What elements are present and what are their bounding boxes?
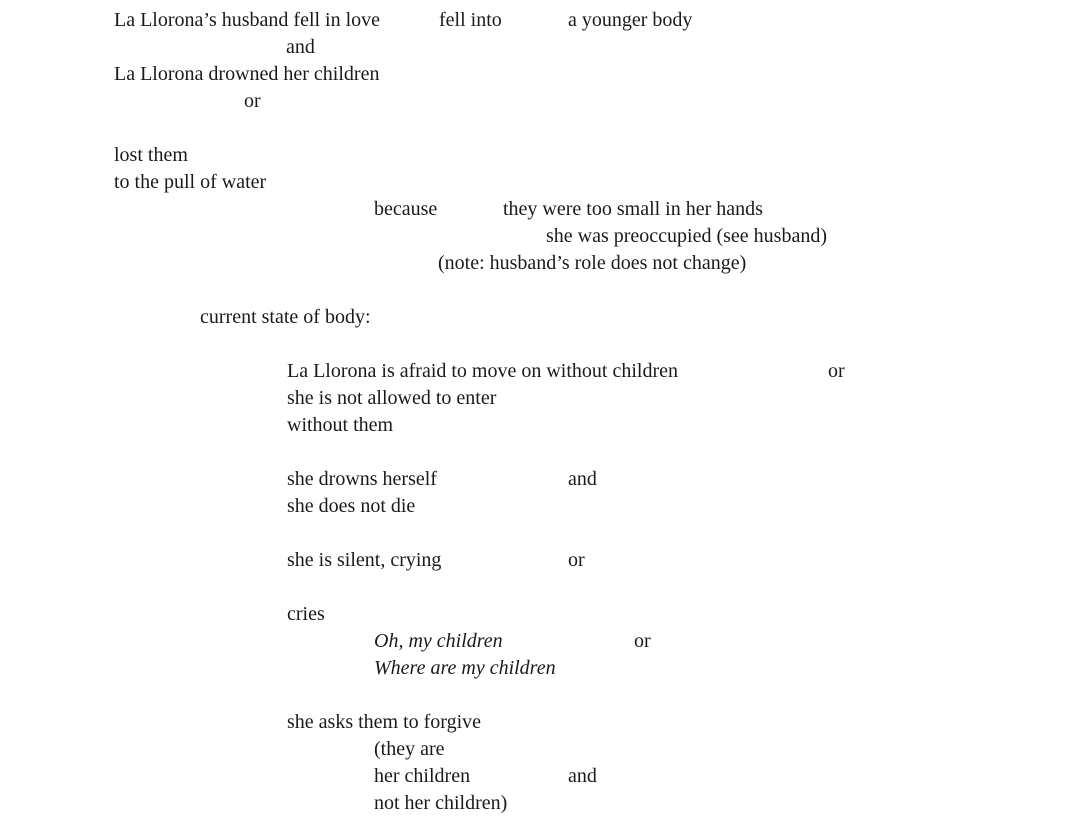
poem-line: a younger body: [568, 9, 693, 31]
poem-line: she drowns herself: [287, 468, 437, 490]
poem-line: her children: [374, 765, 471, 787]
poem-line: without them: [287, 414, 394, 436]
poem-line: (they are: [374, 738, 445, 760]
poem-line: because: [374, 198, 438, 220]
poem-line: lost them: [114, 144, 188, 166]
poem-line: or: [634, 630, 651, 652]
poem-line: La Llorona is afraid to move on without children: [287, 360, 679, 382]
poem-line: cries: [287, 603, 325, 625]
poem-line: and: [568, 765, 597, 787]
poem-line: and: [286, 36, 315, 58]
poem-line: she was preoccupied (see husband): [546, 225, 828, 247]
poem-line: (note: husband’s role does not change): [438, 252, 747, 274]
poem-line: or: [244, 90, 261, 112]
poem-line: and: [568, 468, 597, 490]
poem-line: or: [568, 549, 585, 571]
poem-line: Oh, my children: [374, 630, 503, 652]
poem-line: fell into: [439, 9, 502, 31]
poem-line: to the pull of water: [114, 171, 267, 193]
poem-line: or: [828, 360, 845, 382]
poem-line: Where are my children: [374, 657, 556, 679]
poem-line: she does not die: [287, 495, 416, 517]
poem-line: La Llorona drowned her children: [114, 63, 380, 85]
poem-line: current state of body:: [200, 306, 371, 328]
poem-line: La Llorona’s husband fell in love: [114, 9, 381, 31]
poem-line: they were too small in her hands: [503, 198, 763, 220]
poem-line: she is silent, crying: [287, 549, 442, 571]
poem-line: not her children): [374, 792, 508, 814]
poem-line: she asks them to forgive: [287, 711, 482, 733]
poem-line: she is not allowed to enter: [287, 387, 497, 409]
